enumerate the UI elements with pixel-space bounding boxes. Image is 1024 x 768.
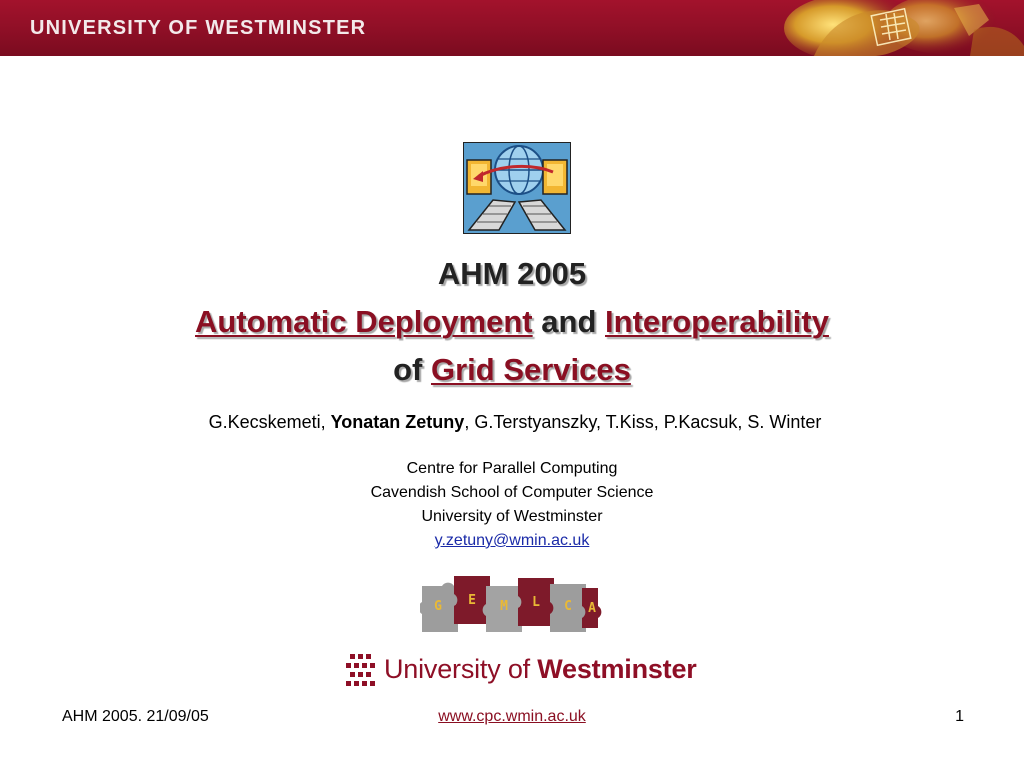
logo-name: Westminster [537, 654, 697, 684]
puzzle-icon [420, 576, 601, 632]
presentation-title-line [0, 304, 1024, 340]
gemlca-letter: L [532, 595, 540, 610]
header-banner [0, 0, 1024, 56]
footer-date: AHM 2005. 21/09/05 [62, 708, 209, 725]
presentation-title-line-2 [0, 352, 1024, 388]
title-grid-services: Grid Services [430, 352, 631, 387]
gemlca-letter: C [564, 599, 572, 614]
event-title: AHM 2005 [437, 256, 587, 291]
affiliation-centre: Centre for Parallel Computing [406, 460, 618, 477]
gemlca-letter: G [434, 599, 442, 614]
gemlca-letter: M [500, 599, 508, 614]
gemlca-puzzle-logo [420, 568, 604, 638]
contact-email-link[interactable]: y.zetuny@wmin.ac.uk [434, 532, 590, 549]
slide-number: 1 [955, 708, 964, 725]
title-and: and [541, 304, 597, 339]
title-of: of [393, 352, 423, 387]
university-logo-text [384, 654, 697, 685]
title-automatic-deployment: Automatic Deployment [195, 304, 533, 339]
author-presenter: Yonatan Zetuny [330, 412, 465, 432]
university-logo [346, 652, 697, 692]
author-list [160, 412, 870, 432]
title-interoperability: Interoperability [605, 304, 829, 339]
university-crest-icon [774, 0, 1024, 56]
affiliation-school: Cavendish School of Computer Science [370, 484, 654, 501]
gemlca-letter: E [468, 593, 476, 608]
logo-prefix: University of [384, 654, 538, 684]
grid-network-icon [463, 142, 571, 234]
westminster-logo-icon [346, 652, 376, 690]
author-rest: , G.Terstyanszky, T.Kiss, P.Kacsuk, S. Winter [464, 412, 822, 432]
institution-title: UNIVERSITY OF WESTMINSTER [30, 17, 367, 39]
author-first: G.Kecskemeti, [208, 412, 331, 432]
affiliation-university: University of Westminster [421, 508, 603, 525]
footer-website-link[interactable]: www.cpc.wmin.ac.uk [438, 708, 586, 725]
gemlca-letter: A [588, 601, 596, 616]
